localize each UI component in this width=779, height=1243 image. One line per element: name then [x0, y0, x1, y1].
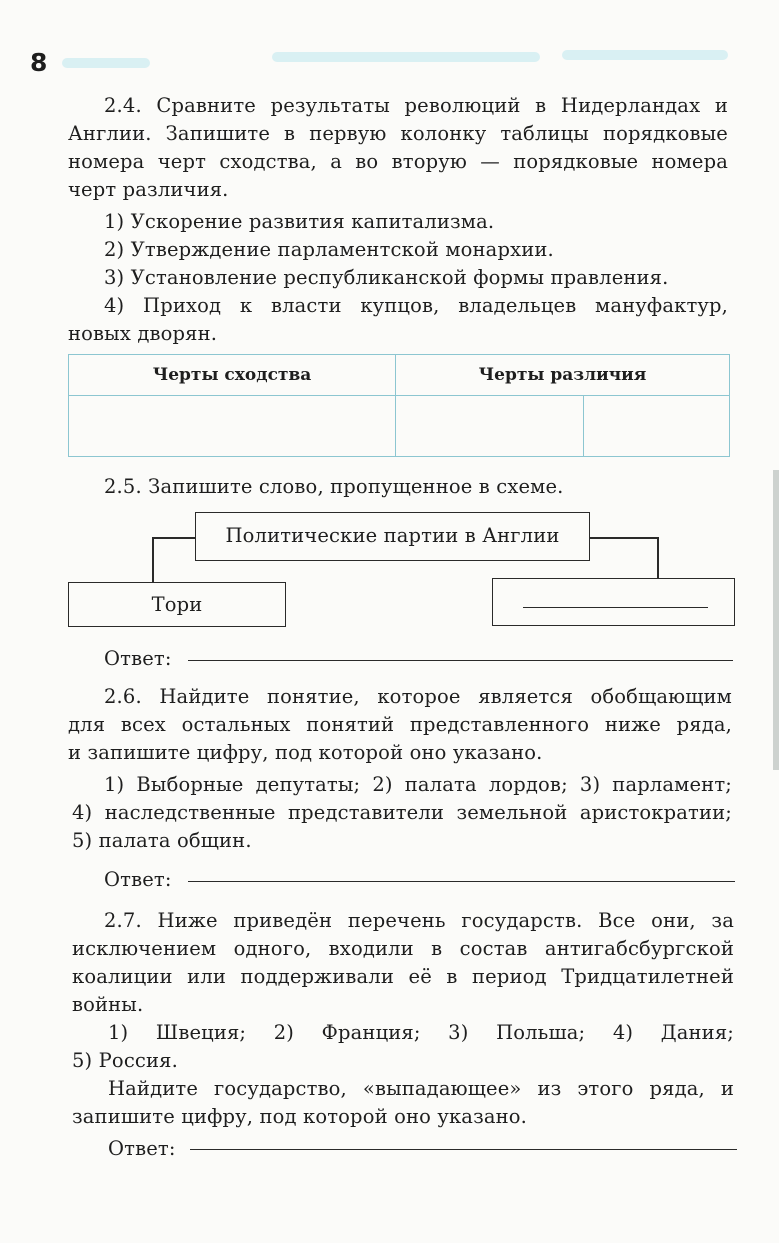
task-2-7-option: 5) Россия.: [72, 1049, 178, 1072]
column-header-different: Черты различия: [396, 355, 730, 396]
answer-label: Ответ:: [104, 647, 172, 670]
task-2-7-line: войны.: [72, 993, 144, 1016]
page-edge: [773, 470, 779, 770]
task-2-6-option: 1) Выборные депутаты; 2) палата лордов; 3) парламент;: [104, 773, 732, 796]
similarities-cell[interactable]: [69, 396, 396, 457]
task-2-7-line: коалиции или поддерживали её в период Тридцатилетней: [72, 965, 734, 988]
page-number: 8: [30, 48, 48, 77]
task-2-7-instruction: Найдите государство, «выпадающее» из этого ряда, и: [108, 1077, 734, 1100]
answer-label: Ответ:: [108, 1137, 176, 1160]
scheme-missing-box: [492, 578, 735, 626]
answer-line-2-5[interactable]: [188, 660, 733, 661]
task-2-4-line: номера черт сходства, а во вторую — порядковые номера: [68, 150, 728, 173]
differences-cell[interactable]: [584, 396, 730, 457]
header-decoration: [562, 50, 728, 60]
scheme-connector: [657, 537, 659, 579]
header-decoration: [62, 58, 150, 68]
task-2-7-line: 2.7. Ниже приведён перечень государств. Все они, за: [104, 909, 734, 932]
scheme-connector: [152, 537, 154, 583]
scheme-tory-box: Тори: [68, 582, 286, 627]
task-2-4-item: 1) Ускорение развития капитализма.: [104, 210, 495, 233]
task-2-4-line: черт различия.: [68, 178, 229, 201]
scheme-connector: [589, 537, 658, 539]
task-2-6-option: 5) палата общин.: [72, 829, 252, 852]
task-2-4-line: Англии. Запишите в первую колонку таблицы порядковые: [68, 122, 728, 145]
task-2-7-instruction: запишите цифру, под которой оно указано.: [72, 1105, 528, 1128]
scheme-connector: [152, 537, 196, 539]
answer-line-2-6[interactable]: [188, 881, 735, 882]
task-2-5-prompt: 2.5. Запишите слово, пропущенное в схеме.: [104, 475, 564, 498]
answer-label: Ответ:: [104, 868, 172, 891]
answer-line-2-7[interactable]: [190, 1149, 737, 1150]
answer-table: [68, 354, 730, 457]
scheme-answer-blank[interactable]: [523, 607, 708, 608]
task-2-6-line: для всех остальных понятий представленного ниже ряда,: [68, 713, 732, 736]
task-2-7-line: исключением одного, входили в состав антигабсбургской: [72, 937, 734, 960]
task-2-4-item: 4) Приход к власти купцов, владельцев мануфактур,: [104, 294, 728, 317]
task-2-6-option: 4) наследственные представители земельной аристократии;: [72, 801, 732, 824]
column-header-similar: Черты сходства: [69, 355, 396, 396]
header-decoration: [272, 52, 540, 62]
task-2-6-line: 2.6. Найдите понятие, которое является обобщающим: [104, 685, 732, 708]
task-2-4-item: 2) Утверждение парламентской монархии.: [104, 238, 554, 261]
task-2-6-line: и запишите цифру, под которой оно указано.: [68, 741, 543, 764]
task-2-7-option: 1) Швеция; 2) Франция; 3) Польша; 4) Дания;: [108, 1021, 734, 1044]
task-2-4-line: 2.4. Сравните результаты революций в Нидерландах и: [104, 94, 728, 117]
scheme-root-box: Политические партии в Англии: [195, 512, 590, 561]
task-2-4-item: 3) Установление республиканской формы правления.: [104, 266, 669, 289]
task-2-4-item: новых дворян.: [68, 322, 218, 345]
differences-cell[interactable]: [396, 396, 584, 457]
